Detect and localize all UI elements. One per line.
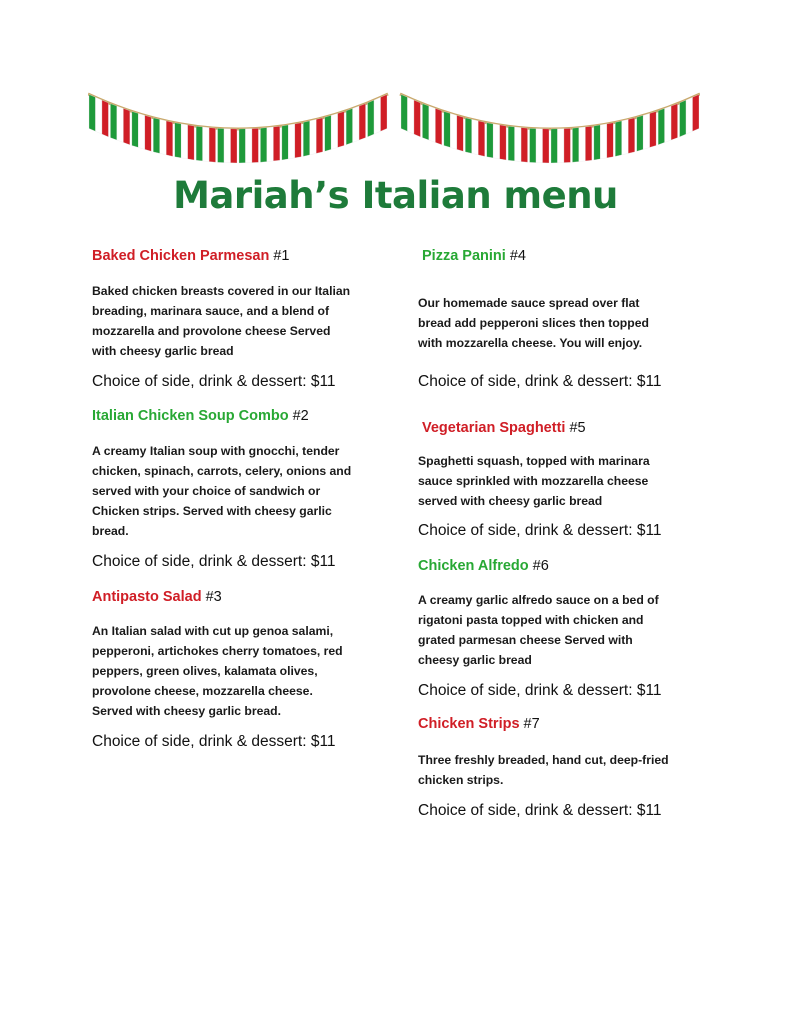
menu-item-name [92, 248, 289, 264]
pennant-flag [132, 111, 151, 158]
pennant-flag [153, 118, 172, 164]
menu-item-description [92, 281, 350, 361]
description-line: chicken, spinach, carrots, celery, onions and [92, 464, 352, 478]
description-line: breading, marinara sauce, and a blend of [92, 304, 330, 318]
description-line: peppers, green olives, kalamata olives, [92, 664, 318, 678]
item-title: Baked Chicken Parmesan [92, 248, 270, 264]
pennant-flag [572, 126, 591, 171]
pennant-flag [89, 94, 108, 142]
menu-item-description [418, 451, 650, 511]
pennant-flag [615, 118, 634, 164]
pennant-flag [260, 126, 279, 171]
item-number: #3 [201, 589, 222, 605]
menu-item-price: Choice of side, drink & dessert: $11 [92, 553, 336, 570]
item-title: Antipasto Salad [92, 589, 202, 605]
menu-item-price: Choice of side, drink & dessert: $11 [92, 733, 336, 750]
menu-item-price: Choice of side, drink & dessert: $11 [418, 373, 662, 390]
menu-item-name [92, 408, 309, 424]
menu-item-name [422, 420, 586, 436]
menu-item-name [418, 716, 540, 732]
menu-item-description [418, 750, 669, 790]
menu-item-name [92, 589, 222, 605]
menu-item-name [418, 558, 549, 574]
pennant-flag [444, 111, 463, 158]
pennant-flag [303, 118, 322, 164]
description-line: chicken strips. [418, 773, 504, 787]
pennant-flag [465, 118, 484, 164]
description-line: Served with cheesy garlic bread. [92, 704, 281, 718]
menu-item-description [418, 590, 659, 670]
pennant-flag [551, 128, 570, 172]
pennant-flag [530, 128, 549, 172]
item-title: Pizza Panini [422, 248, 506, 264]
menu-item-price: Choice of side, drink & dessert: $11 [418, 802, 662, 819]
menu-item-price: Choice of side, drink & dessert: $11 [418, 522, 662, 539]
description-line: rigatoni pasta topped with chicken and [418, 613, 644, 627]
pennant-flag [637, 111, 656, 158]
pennant-flag [508, 126, 527, 171]
pennant-flag [196, 126, 215, 171]
pennant-flag [282, 123, 301, 169]
description-line: A creamy garlic alfredo sauce on a bed of [418, 593, 659, 607]
description-line: cheesy garlic bread [418, 653, 532, 667]
item-number: #2 [288, 408, 309, 424]
item-number: #6 [528, 558, 549, 574]
description-line: served with your choice of sandwich or [92, 484, 321, 498]
item-number: #1 [269, 248, 290, 264]
italian-flag-bunting-icon [88, 88, 700, 178]
pennant-flag [422, 104, 441, 152]
pennant-flag [680, 94, 699, 142]
pennant-flag [658, 104, 677, 152]
item-number: #4 [505, 248, 526, 264]
item-title: Chicken Strips [418, 716, 520, 732]
description-line: Three freshly breaded, hand cut, deep-fried [418, 753, 669, 767]
pennant-flag [401, 94, 420, 142]
pennant-flag [346, 104, 365, 152]
description-line: with mozzarella cheese. You will enjoy. [418, 336, 643, 350]
description-line: mozzarella and provolone cheese Served [92, 324, 331, 338]
description-line: grated parmesan cheese Served with [418, 633, 633, 647]
description-line: with cheesy garlic bread [92, 344, 234, 358]
description-line: Spaghetti squash, topped with marinara [418, 454, 650, 468]
description-line: Our homemade sauce spread over flat [418, 296, 640, 310]
pennant-flag [175, 123, 194, 169]
pennant-flag [368, 94, 387, 142]
description-line: bread add pepperoni slices then topped [418, 316, 649, 330]
menu-item-description [92, 441, 351, 541]
description-line: sauce sprinkled with mozzarella cheese [418, 474, 649, 488]
menu-item-description [418, 293, 649, 353]
description-line: Chicken strips. Served with cheesy garlic [92, 504, 332, 518]
page-title: Mariah’s Italian menu [173, 174, 618, 217]
menu-item-description [92, 621, 343, 721]
menu-item-price: Choice of side, drink & dessert: $11 [92, 373, 336, 390]
item-number: #7 [519, 716, 540, 732]
description-line: A creamy Italian soup with gnocchi, tender [92, 444, 340, 458]
pennant-flag [325, 111, 344, 158]
description-line: pepperoni, artichokes cherry tomatoes, red [92, 644, 343, 658]
item-number: #5 [565, 420, 586, 436]
menu-item-name [422, 248, 526, 264]
description-line: served with cheesy garlic bread [418, 494, 603, 508]
item-title: Vegetarian Spaghetti [422, 420, 566, 436]
description-line: bread. [92, 524, 129, 538]
pennant-flag [239, 128, 258, 172]
item-title: Italian Chicken Soup Combo [92, 408, 289, 424]
description-line: Baked chicken breasts covered in our Italian [92, 284, 351, 298]
pennant-flag [594, 123, 613, 169]
description-line: An Italian salad with cut up genoa salami, [92, 624, 334, 638]
description-line: provolone cheese, mozzarella cheese. [92, 684, 313, 698]
menu-item-price: Choice of side, drink & dessert: $11 [418, 682, 662, 699]
item-title: Chicken Alfredo [418, 558, 529, 574]
pennant-flag [110, 104, 129, 152]
pennant-flag [487, 123, 506, 169]
pennant-flag [218, 128, 237, 172]
